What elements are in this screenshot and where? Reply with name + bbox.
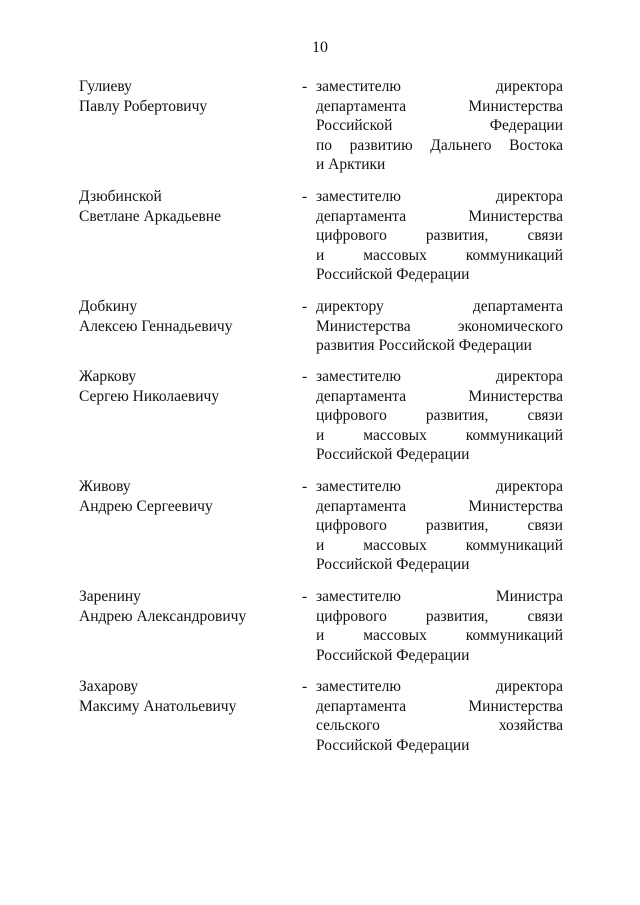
position-word: заместителю	[316, 588, 401, 605]
person-name-line: Гулиеву	[79, 78, 132, 95]
position-word: департамента	[316, 387, 407, 405]
separator-dash: -	[302, 678, 308, 695]
position-line	[316, 516, 563, 536]
position-line	[316, 367, 563, 387]
position-word: коммуникаций	[465, 536, 563, 554]
position-word: директору	[316, 298, 384, 315]
position-word: цифрового	[316, 407, 387, 424]
separator-dash: -	[302, 588, 308, 605]
position-word: хозяйства	[498, 717, 563, 734]
position-word: Дальнего	[430, 136, 492, 154]
position-word: и	[316, 246, 325, 264]
position-line	[316, 555, 563, 575]
position-word: Российской	[316, 117, 393, 134]
position-word: развития Российской Федерации	[316, 337, 532, 354]
position-word: и	[316, 536, 325, 554]
position-line	[316, 246, 563, 266]
position-word: директора	[495, 368, 563, 385]
position-word: заместителю	[316, 188, 401, 205]
position-word: Министерства	[468, 697, 563, 715]
position-word: по	[316, 136, 333, 154]
position-line	[316, 226, 563, 246]
position-word: департамента	[316, 97, 407, 115]
position-word: развитию	[349, 136, 413, 154]
position-title	[316, 367, 563, 465]
position-word: заместителю	[316, 678, 401, 695]
position-line	[316, 626, 563, 646]
position-word: Министра	[495, 588, 563, 605]
person-name-line: Дзюбинской	[79, 188, 162, 205]
page-number: 10	[312, 39, 328, 56]
position-word: коммуникаций	[465, 426, 563, 444]
separator-dash: -	[302, 188, 308, 205]
position-word: массовых	[363, 536, 427, 554]
position-word: заместителю	[316, 478, 401, 495]
position-word: и Арктики	[316, 156, 386, 173]
person-name	[79, 477, 279, 516]
position-word: директора	[495, 478, 563, 495]
position-word: заместителю	[316, 368, 401, 385]
position-title	[316, 677, 563, 755]
position-line	[316, 77, 563, 97]
position-line	[316, 677, 563, 697]
position-line	[316, 646, 563, 666]
person-name	[79, 77, 279, 116]
separator-dash: -	[302, 478, 308, 495]
person-name-line: Светлане Аркадьевне	[79, 207, 221, 225]
position-word: Российской Федерации	[316, 446, 470, 463]
position-line	[316, 297, 563, 317]
position-line	[316, 336, 563, 356]
position-word: Федерации	[489, 117, 563, 134]
position-line	[316, 406, 563, 426]
position-line	[316, 116, 563, 136]
position-word: Российской Федерации	[316, 736, 470, 754]
position-word: массовых	[363, 246, 427, 264]
position-line	[316, 697, 563, 717]
position-word: коммуникаций	[465, 627, 563, 644]
position-line	[316, 716, 563, 736]
position-line	[316, 97, 563, 117]
position-word: департамента	[316, 497, 407, 515]
position-line	[316, 445, 563, 465]
separator-dash: -	[302, 298, 308, 315]
position-word: Министерства	[468, 97, 563, 115]
position-line	[316, 587, 563, 607]
position-title	[316, 187, 563, 285]
position-word: Российской Федерации	[316, 646, 470, 664]
person-name-line: Добкину	[79, 298, 138, 315]
person-name-line: Максиму Анатольевичу	[79, 697, 237, 715]
position-line	[316, 736, 563, 756]
position-word: департамента	[316, 697, 407, 715]
position-title	[316, 77, 563, 175]
position-word: развития,	[425, 517, 489, 534]
position-line	[316, 136, 563, 156]
person-name-line: Захарову	[79, 678, 139, 695]
position-word: департамента	[316, 207, 407, 225]
position-word: цифрового	[316, 517, 387, 534]
position-line	[316, 426, 563, 446]
position-title	[316, 587, 563, 665]
position-word: развития,	[425, 407, 489, 424]
position-word: Министерства	[468, 497, 563, 515]
person-name-line: Павлу Робертовичу	[79, 97, 208, 115]
position-word: Российской Федерации	[316, 266, 470, 283]
position-word: Министерства	[468, 207, 563, 225]
position-word: массовых	[363, 426, 427, 444]
position-line	[316, 265, 563, 285]
person-name	[79, 677, 279, 716]
position-word: массовых	[363, 627, 427, 644]
position-line	[316, 387, 563, 407]
position-line	[316, 155, 563, 175]
person-name-line: Алексею Геннадьевичу	[79, 317, 233, 335]
position-word: и	[316, 627, 325, 644]
position-line	[316, 207, 563, 227]
person-name-line: Живову	[79, 478, 131, 495]
position-line	[316, 187, 563, 207]
position-word: развития,	[425, 607, 489, 625]
position-title	[316, 297, 563, 356]
position-word: связи	[527, 607, 563, 625]
position-word: связи	[527, 517, 563, 534]
position-word: цифрового	[316, 227, 387, 244]
position-word: цифрового	[316, 607, 387, 625]
position-word: развития,	[425, 227, 489, 244]
position-word: связи	[527, 407, 563, 424]
position-title	[316, 477, 563, 575]
position-word: связи	[527, 227, 563, 244]
position-line	[316, 497, 563, 517]
position-word: и	[316, 426, 325, 444]
position-line	[316, 317, 563, 337]
position-word: директора	[495, 678, 563, 695]
position-word: директора	[495, 78, 563, 95]
person-name-line: Сергею Николаевичу	[79, 387, 220, 405]
person-name	[79, 587, 279, 626]
person-name-line: Андрею Сергеевичу	[79, 497, 213, 515]
position-word: заместителю	[316, 78, 401, 95]
position-word: Российской Федерации	[316, 556, 470, 573]
position-word: коммуникаций	[465, 246, 563, 264]
position-word: Востока	[509, 136, 563, 154]
person-name-line: Жаркову	[79, 368, 137, 385]
person-name	[79, 367, 279, 406]
person-name	[79, 297, 279, 336]
separator-dash: -	[302, 78, 308, 95]
person-name-line: Андрею Александровичу	[79, 607, 247, 625]
person-name	[79, 187, 279, 226]
position-line	[316, 536, 563, 556]
position-word: директора	[495, 188, 563, 205]
separator-dash: -	[302, 368, 308, 385]
position-word: сельского	[316, 717, 380, 734]
position-word: Министерства	[316, 317, 411, 335]
position-word: экономического	[457, 317, 563, 335]
person-name-line: Заренину	[79, 588, 141, 605]
position-line	[316, 607, 563, 627]
position-word: Министерства	[468, 387, 563, 405]
position-word: департамента	[472, 298, 563, 315]
position-line	[316, 477, 563, 497]
